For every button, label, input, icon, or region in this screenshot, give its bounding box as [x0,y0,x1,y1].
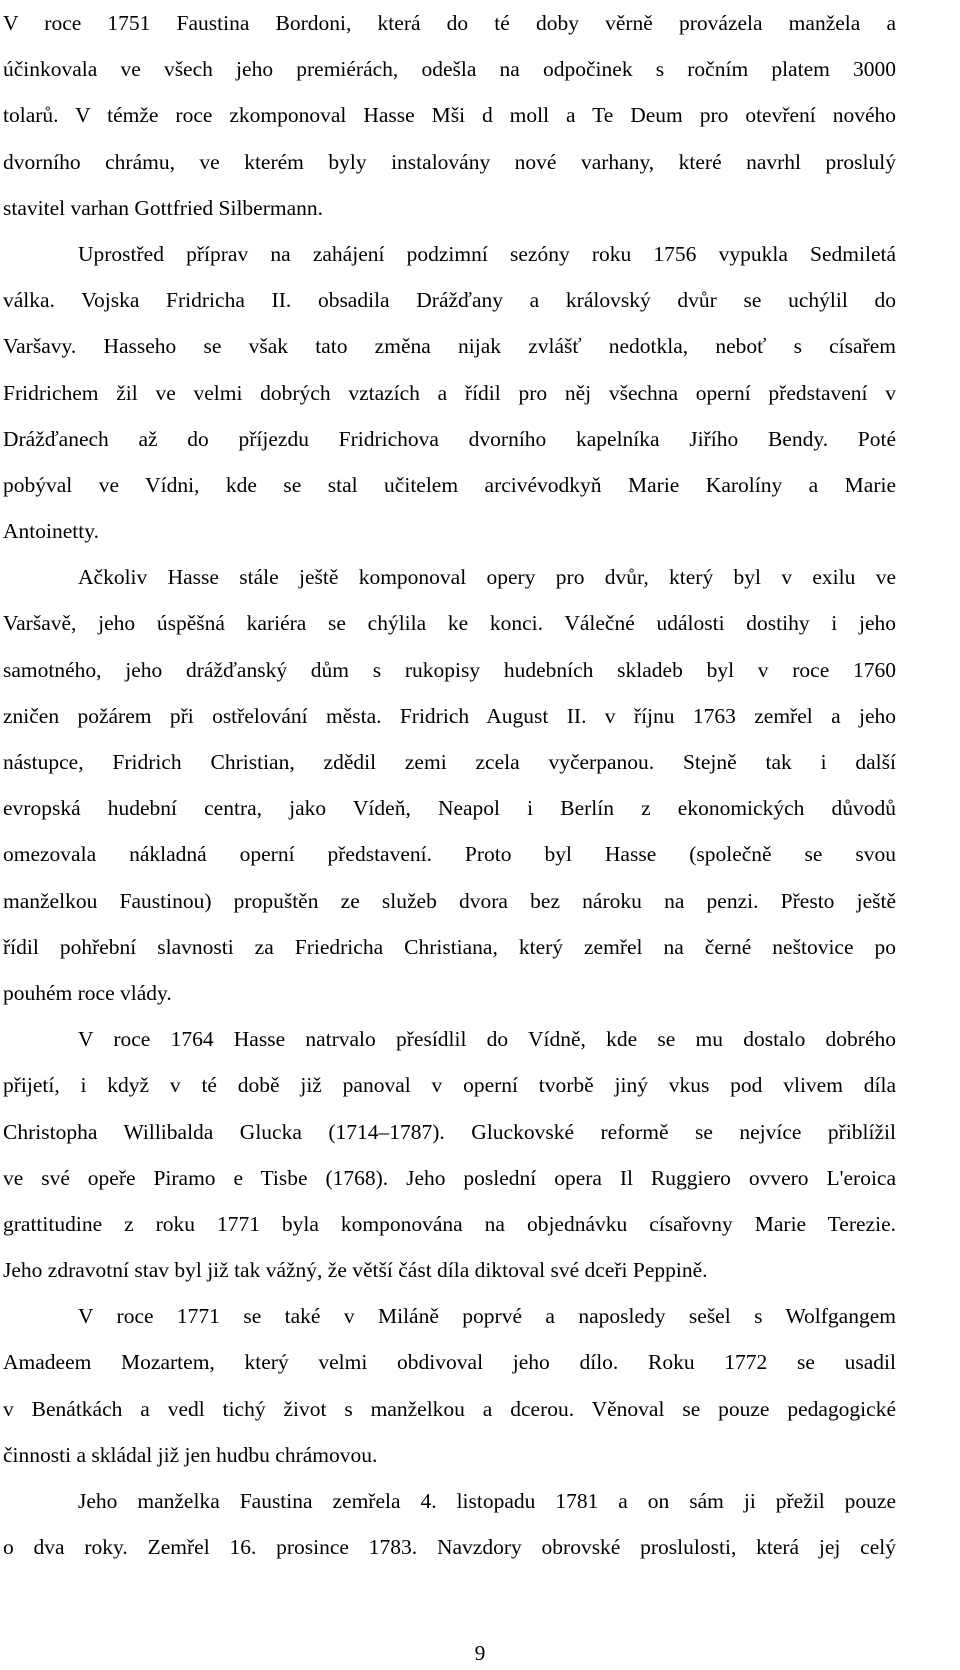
text-line: Uprostřed příprav na zahájení podzimní sezóny roku 1756 vypukla Sedmiletá [78,241,896,266]
text-line: V roce 1771 se také v Miláně poprvé a naposledy sešel s Wolfgangem [78,1304,896,1329]
text-line: řídil pohřební slavnosti za Friedricha Christiana, který zemřel na černé neštovice po [3,934,896,959]
text-line: dvorního chrámu, ve kterém byly instalovány nové varhany, které navrhl proslulý [3,149,896,174]
text-line: stavitel varhan Gottfried Silbermann. [3,195,324,220]
text-line: účinkovala ve všech jeho premiérách, odešla na odpočinek s ročním platem 3000 [3,57,896,82]
text-line: Jeho manželka Faustina zemřela 4. listopadu 1781 a on sám ji přežil pouze [78,1489,896,1513]
text-line: Antoinetty. [3,519,99,544]
text-line: omezovala nákladná operní představení. Proto byl Hasse (společně se svou [3,842,896,867]
text-line: zničen požárem při ostřelování města. Fridrich August II. v říjnu 1763 zemřel a jeho [3,703,896,728]
body-text [3,0,896,1570]
text-line: Amadeem Mozartem, který velmi obdivoval jeho dílo. Roku 1772 se usadil [3,1350,896,1375]
text-line: o dva roky. Zemřel 16. prosince 1783. Navzdory obrovské proslulosti, která jej celý [3,1535,896,1560]
text-line: V roce 1751 Faustina Bordoni, která do té doby věrně provázela manžela a [3,11,896,35]
text-line: Drážďanech až do příjezdu Fridrichova dvorního kapelníka Jiřího Bendy. Poté [3,426,896,451]
page-number: 9 [474,1641,486,1665]
text-line: Jeho zdravotní stav byl již tak vážný, že větší část díla diktoval své dceři Peppině. [3,1258,708,1283]
text-line: přijetí, i když v té době již panoval v operní tvorbě jiný vkus pod vlivem díla [3,1073,896,1098]
text-line: Fridrichem žil ve velmi dobrých vztazích a řídil pro něj všechna operní představení v [3,380,896,405]
text-line: nástupce, Fridrich Christian, zdědil zemi zcela vyčerpanou. Stejně tak i další [3,750,896,774]
text-line: Christopha Willibalda Glucka (1714–1787). Gluckovské reformě se nejvíce přiblížil [3,1119,896,1144]
text-line: manželkou Faustinou) propuštěn ze služeb dvora bez nároku na penzi. Přesto ještě [3,888,896,913]
text-line: pobýval ve Vídni, kde se stal učitelem arcivévodkyň Marie Karolíny a Marie [3,472,896,497]
text-line: samotného, jeho drážďanský dům s rukopisy hudebních skladeb byl v roce 1760 [3,657,896,682]
text-line: tolarů. V témže roce zkomponoval Hasse Mši d moll a Te Deum pro otevření nového [3,103,896,128]
text-line: grattitudine z roku 1771 byla komponována na objednávku císařovny Marie Terezie. [3,1211,896,1236]
text-line: Ačkoliv Hasse stále ještě komponoval opery pro dvůr, který byl v exilu ve [78,565,896,590]
text-line: ve své opeře Piramo e Tisbe (1768). Jeho poslední opera Il Ruggiero ovvero L'eroica [3,1165,896,1190]
text-line: v Benátkách a vedl tichý život s manželkou a dcerou. Věnoval se pouze pedagogické [3,1396,896,1421]
text-line: Varšavě, jeho úspěšná kariéra se chýlila ke konci. Válečné události dostihy i jeho [3,611,896,636]
text-line: pouhém roce vlády. [3,980,172,1005]
text-line: V roce 1764 Hasse natrvalo přesídlil do Vídně, kde se mu dostalo dobrého [78,1027,896,1052]
text-line: evropská hudební centra, jako Vídeň, Neapol i Berlín z ekonomických důvodů [3,796,896,821]
text-line: činnosti a skládal již jen hudbu chrámovou. [3,1442,378,1467]
text-line: Varšavy. Hasseho se však tato změna nijak zvlášť nedotkla, neboť s císařem [3,334,896,359]
text-line: válka. Vojska Fridricha II. obsadila Drážďany a královský dvůr se uchýlil do [3,288,896,313]
